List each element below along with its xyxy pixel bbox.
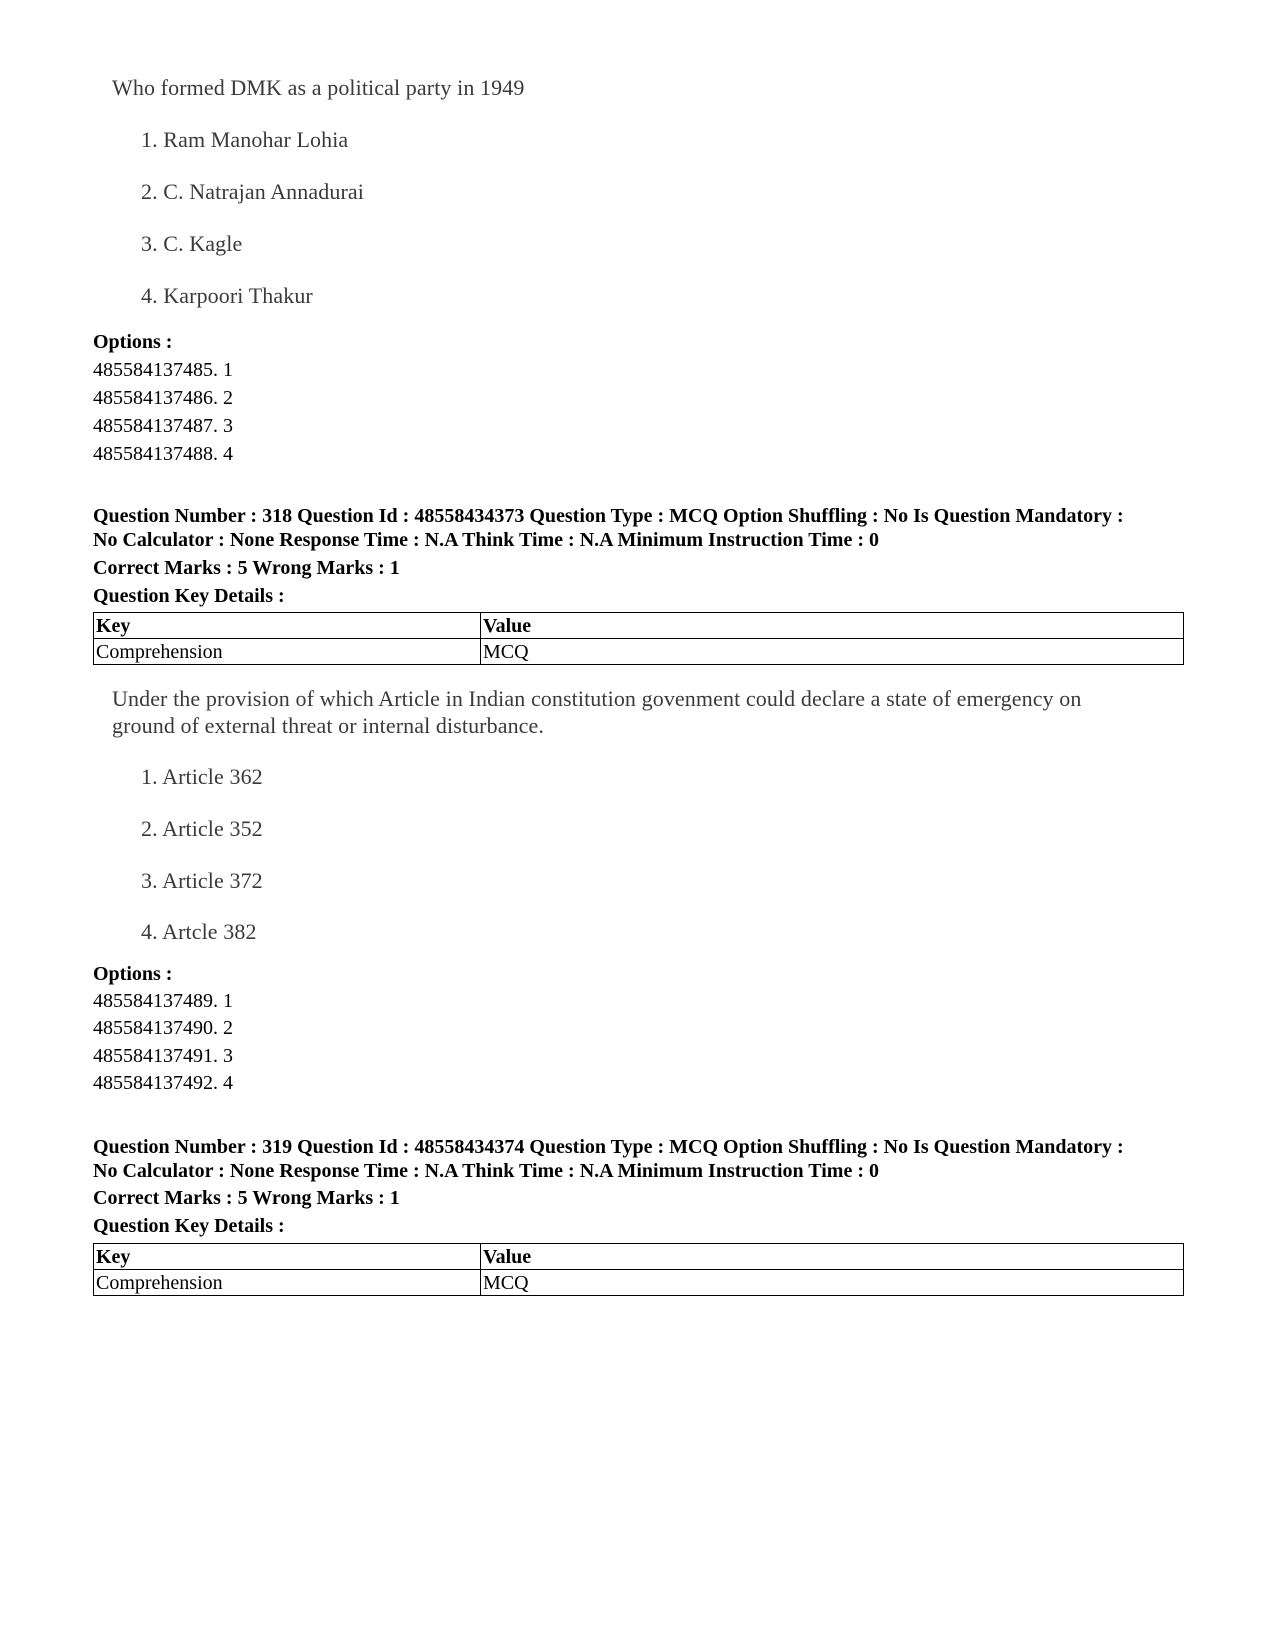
question-318-choice-3: 3. Article 372 <box>141 868 263 893</box>
question-318-meta-line-1: Question Number : 318 Question Id : 48558434373 Question Type : MCQ Option Shuffling : No Is Question Mandatory : <box>93 505 1124 527</box>
question-317-option-id-2: 485584137486. 2 <box>93 387 233 409</box>
question-318-stem-line-1: Under the provision of which Article in Indian constitution govenment could declare a state of emergency on <box>112 686 1082 711</box>
question-318-option-id-2: 485584137490. 2 <box>93 1017 233 1039</box>
question-317-choice-3: 3. C. Kagle <box>141 231 243 256</box>
question-318-options-label: Options : <box>93 963 173 985</box>
question-319-key-details-label: Question Key Details : <box>93 1215 285 1237</box>
table-header-value: Value <box>481 1244 1184 1270</box>
question-318-choice-1: 1. Article 362 <box>141 764 263 789</box>
question-318-option-id-4: 485584137492. 4 <box>93 1072 233 1094</box>
question-318-option-id-1: 485584137489. 1 <box>93 990 233 1012</box>
question-317-option-id-4: 485584137488. 4 <box>93 443 233 465</box>
table-cell-value: MCQ <box>481 639 1184 665</box>
question-317-option-id-1: 485584137485. 1 <box>93 359 233 381</box>
table-cell-key: Comprehension <box>94 1270 481 1296</box>
table-header-row <box>94 613 1184 639</box>
question-319-meta-line-1: Question Number : 319 Question Id : 48558434374 Question Type : MCQ Option Shuffling : No Is Question Mandatory : <box>93 1136 1124 1158</box>
question-318-meta-line-2: No Calculator : None Response Time : N.A Think Time : N.A Minimum Instruction Time : 0 <box>93 529 879 551</box>
question-317-choice-1: 1. Ram Manohar Lohia <box>141 127 349 152</box>
question-318-key-table <box>93 612 1184 665</box>
question-319-marks: Correct Marks : 5 Wrong Marks : 1 <box>93 1187 400 1209</box>
question-319-meta-line-2: No Calculator : None Response Time : N.A Think Time : N.A Minimum Instruction Time : 0 <box>93 1160 879 1182</box>
table-header-value: Value <box>481 613 1184 639</box>
question-318-key-details-label: Question Key Details : <box>93 585 285 607</box>
table-cell-value: MCQ <box>481 1270 1184 1296</box>
question-318-choice-4: 4. Artcle 382 <box>141 919 257 944</box>
question-317-option-id-3: 485584137487. 3 <box>93 415 233 437</box>
table-header-key: Key <box>94 613 481 639</box>
question-319-key-table <box>93 1243 1184 1296</box>
table-header-row <box>94 1244 1184 1270</box>
question-317-choice-2: 2. C. Natrajan Annadurai <box>141 179 364 204</box>
question-318-stem-line-2: ground of external threat or internal disturbance. <box>112 713 545 738</box>
table-row <box>94 639 1184 665</box>
question-317-options-label: Options : <box>93 331 173 353</box>
question-318-marks: Correct Marks : 5 Wrong Marks : 1 <box>93 557 400 579</box>
table-row <box>94 1270 1184 1296</box>
question-318-choice-2: 2. Article 352 <box>141 816 263 841</box>
question-317-stem: Who formed DMK as a political party in 1949 <box>112 75 525 100</box>
question-317-choice-4: 4. Karpoori Thakur <box>141 283 313 308</box>
table-header-key: Key <box>94 1244 481 1270</box>
question-318-option-id-3: 485584137491. 3 <box>93 1045 233 1067</box>
table-cell-key: Comprehension <box>94 639 481 665</box>
